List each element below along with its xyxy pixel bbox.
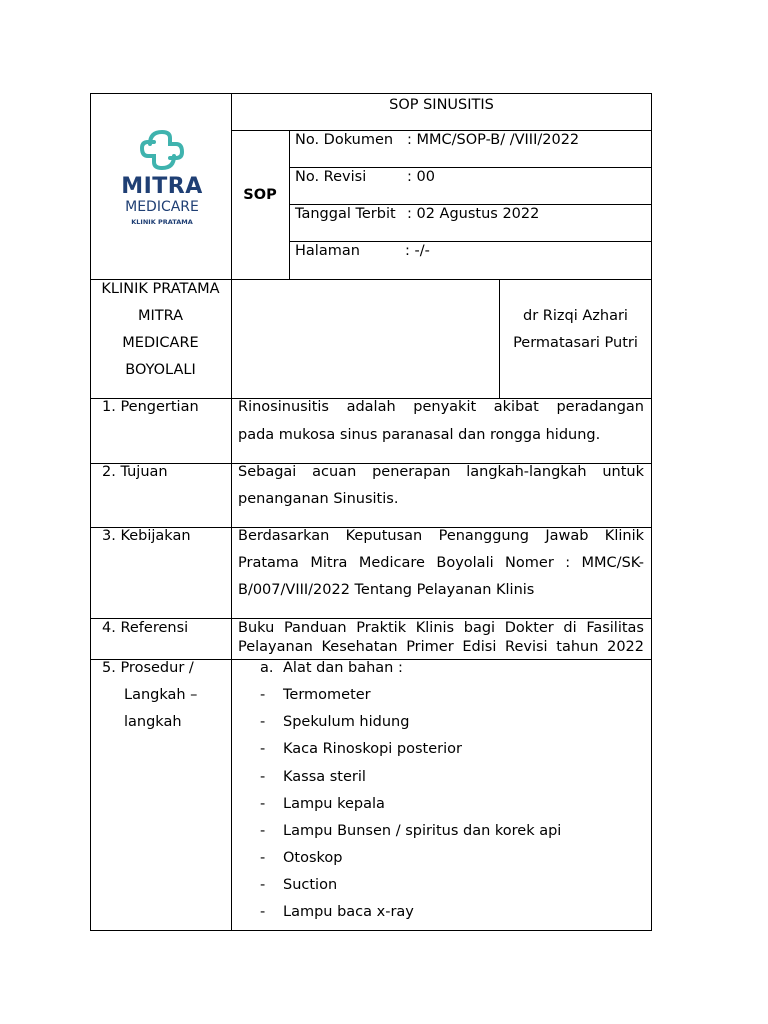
- clinic-logo: [110, 120, 214, 232]
- section-label-prosedur: 5. Prosedur /: [102, 660, 194, 676]
- pengertian-text-line: Rinosinusitis adalah penyakit akibat peradangan: [238, 399, 644, 415]
- page-label: Halaman: [295, 243, 360, 259]
- table-border-left: [90, 93, 91, 931]
- page-value: : -/-: [405, 243, 430, 259]
- bullet-dash: -: [260, 904, 266, 920]
- bullet-dash: -: [260, 769, 266, 785]
- logo-name-line1: MITRA: [121, 174, 203, 199]
- subsection-title: Alat dan bahan :: [283, 660, 403, 676]
- kebijakan-text-line: B/007/VIII/2022 Tentang Pelayanan Klinis: [238, 582, 535, 598]
- document-title: SOP SINUSITIS: [389, 97, 494, 113]
- equipment-item: Termometer: [283, 687, 371, 703]
- sop-label: SOP: [243, 187, 277, 203]
- table-border-top: [90, 93, 652, 94]
- subsection-marker: a.: [260, 660, 274, 676]
- equipment-item: Kaca Rinoskopi posterior: [283, 741, 462, 757]
- issue-date-value: : 02 Agustus 2022: [407, 206, 540, 222]
- clinic-name-line: MEDICARE: [122, 335, 199, 351]
- bullet-dash: -: [260, 877, 266, 893]
- equipment-item: Spekulum hidung: [283, 714, 410, 730]
- kebijakan-text-line: Pratama Mitra Medicare Boyolali Nomer : MMC/SK-: [238, 555, 644, 571]
- bullet-dash: -: [260, 796, 266, 812]
- clinic-name-line: BOYOLALI: [125, 362, 196, 378]
- doc-number-label: No. Dokumen: [295, 132, 394, 148]
- equipment-item: Otoskop: [283, 850, 343, 866]
- referensi-text-line: Buku Panduan Praktik Klinis bagi Dokter di Fasilitas: [238, 620, 644, 636]
- bullet-dash: -: [260, 741, 266, 757]
- equipment-item: Lampu Bunsen / spiritus dan korek api: [283, 823, 562, 839]
- table-border-bottom: [90, 930, 652, 931]
- section-label-tujuan: 2. Tujuan: [102, 464, 168, 480]
- clinic-name-line: KLINIK PRATAMA: [101, 281, 220, 297]
- medical-cross-icon: [136, 124, 188, 176]
- doc-number-value: : MMC/SOP-B/ /VIII/2022: [407, 132, 580, 148]
- revision-value: : 00: [407, 169, 435, 185]
- logo-tagline: KLINIK PRATAMA: [131, 218, 193, 226]
- tujuan-text-line: Sebagai acuan penerapan langkah-langkah untuk: [238, 464, 644, 480]
- signatory-name-line: dr Rizqi Azhari: [523, 308, 628, 324]
- kebijakan-text-line: Berdasarkan Keputusan Penanggung Jawab Klinik: [238, 528, 644, 544]
- issue-date-label: Tanggal Terbit: [295, 206, 396, 222]
- clinic-name-line: MITRA: [137, 308, 184, 324]
- referensi-text-line: Pelayanan Kesehatan Primer Edisi Revisi tahun 2022: [238, 639, 644, 655]
- bullet-dash: -: [260, 850, 266, 866]
- section-label-pengertian: 1. Pengertian: [102, 399, 199, 415]
- equipment-item: Suction: [283, 877, 338, 893]
- logo-name-line2: MEDICARE: [125, 199, 199, 215]
- bullet-dash: -: [260, 714, 266, 730]
- revision-label: No. Revisi: [295, 169, 367, 185]
- equipment-item: Lampu baca x-ray: [283, 904, 414, 920]
- tujuan-text-line: penanganan Sinusitis.: [238, 491, 399, 507]
- table-border-right: [651, 93, 652, 931]
- section-label-prosedur: langkah: [124, 714, 182, 730]
- table-rule: [231, 93, 232, 931]
- bullet-dash: -: [260, 687, 266, 703]
- bullet-dash: -: [260, 823, 266, 839]
- equipment-item: Kassa steril: [283, 769, 366, 785]
- section-label-referensi: 4. Referensi: [102, 620, 189, 636]
- signatory-name-line: Permatasari Putri: [513, 335, 638, 351]
- equipment-item: Lampu kepala: [283, 796, 385, 812]
- section-label-kebijakan: 3. Kebijakan: [102, 528, 191, 544]
- table-rule: [289, 130, 290, 280]
- pengertian-text-line: pada mukosa sinus paranasal dan rongga hidung.: [238, 427, 601, 443]
- section-label-prosedur: Langkah –: [124, 687, 198, 703]
